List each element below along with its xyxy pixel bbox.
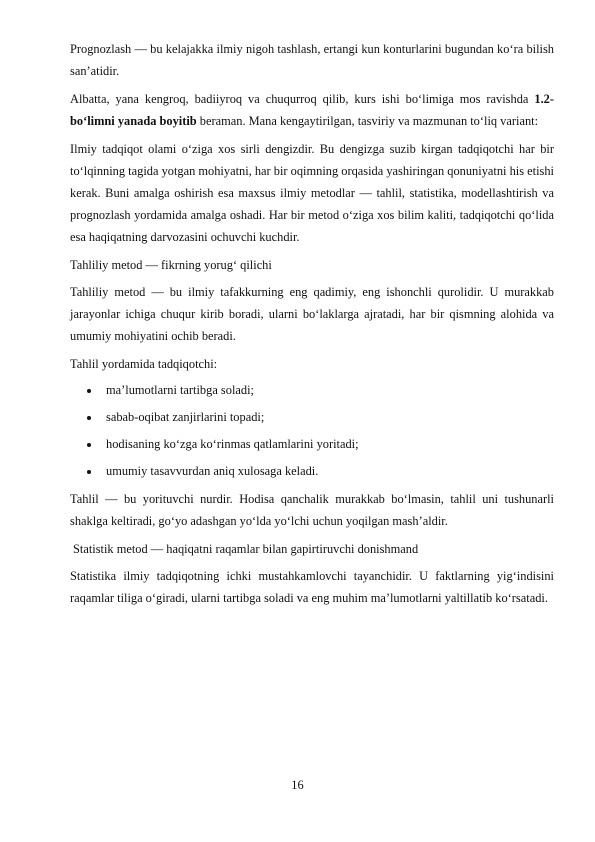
list-item xyxy=(70,433,554,455)
paragraph-intro-text-2: beraman. Mana kengaytirilgan, tasviriy va mazmunan to‘liq variant: xyxy=(196,114,539,128)
document-page xyxy=(70,38,554,615)
list-item-text: ma’lumotlarni tartibga soladi; xyxy=(106,383,254,397)
bullet-dot-icon xyxy=(87,443,91,447)
paragraph-prognozlash: Prognozlash — bu kelajakka ilmiy nigoh tashlash, ertangi kun konturlarini bugundan ko‘ra bilish san’atidir. xyxy=(70,42,554,78)
list-item-text: sabab-oqibat zanjirlarini topadi; xyxy=(106,410,265,424)
paragraph-ilmiy-tadqiqot: Ilmiy tadqiqot olami o‘ziga xos sirli dengizdir. Bu dengizga suzib kirgan tadqiqotchi har bir to‘lqinning tagida yotgan mohiyatni, har bir oqimning orqasida yashiringan qonuniyatni his etishi kerak. Buni amalga oshirish esa maxsus ilmiy metodlar — tahlil, statistika, modellashtirish va prognozlash yordamida amalga oshadi. Har bir metod o‘ziga xos bilim kaliti, tadqiqotchi qo‘lida esa haqiqatning darvozasini ochuvchi kuchdir. xyxy=(70,142,554,244)
paragraph-tahlil-nur: Tahlil — bu yorituvchi nurdir. Hodisa qanchalik murakkab bo‘lmasin, tahlil uni tushunarli shaklga keltiradi, go‘yo adashgan yo‘lda yo‘lchi uchun yoqilgan mash’aldir. xyxy=(70,492,554,528)
page-number: 16 xyxy=(291,778,304,792)
bullet-dot-icon xyxy=(87,389,91,393)
bullet-list xyxy=(70,379,554,482)
paragraph-intro-bold: 1.2-bo‘limni yanada boyitib xyxy=(70,92,554,128)
paragraph-tahliliy-metod: Tahliliy metod — bu ilmiy tafakkurning eng qadimiy, eng ishonchli qurolidir. U murakkab jarayonlar ichiga chuqur kirib boradi, ularni bo‘laklarga ajratadi, har bir qismning alohida va umumiy mohiyatini ochib beradi. xyxy=(70,285,554,343)
list-item xyxy=(70,379,554,401)
bullet-dot-icon xyxy=(87,470,91,474)
paragraph-tahlil-yordamida: Tahlil yordamida tadqiqotchi: xyxy=(70,357,218,371)
heading-tahliliy-metod: Tahliliy metod — fikrning yorug‘ qilichi xyxy=(70,258,272,272)
list-item xyxy=(70,406,554,428)
list-item-text: hodisaning ko‘zga ko‘rinmas qatlamlarini yoritadi; xyxy=(106,437,359,451)
paragraph-statistika: Statistika ilmiy tadqiqotning ichki mustahkamlovchi tayanchidir. U faktlarning yig‘indisini raqamlar tiliga o‘giradi, ularni tartibga soladi va eng muhim ma’lumotlarni yaltillatib ko‘rsatadi. xyxy=(70,569,554,605)
paragraph-intro-text-1: Albatta, yana kengroq, badiiyroq va chuqurroq qilib, kurs ishi bo‘limiga mos ravishda xyxy=(70,92,535,106)
list-item-text: umumiy tasavvurdan aniq xulosaga keladi. xyxy=(106,464,319,478)
bullet-dot-icon xyxy=(87,416,91,420)
heading-statistik-metod: Statistik metod — haqiqatni raqamlar bilan gapirtiruvchi donishmand xyxy=(73,542,419,556)
list-item xyxy=(70,460,554,482)
paragraph-intro xyxy=(70,88,554,132)
